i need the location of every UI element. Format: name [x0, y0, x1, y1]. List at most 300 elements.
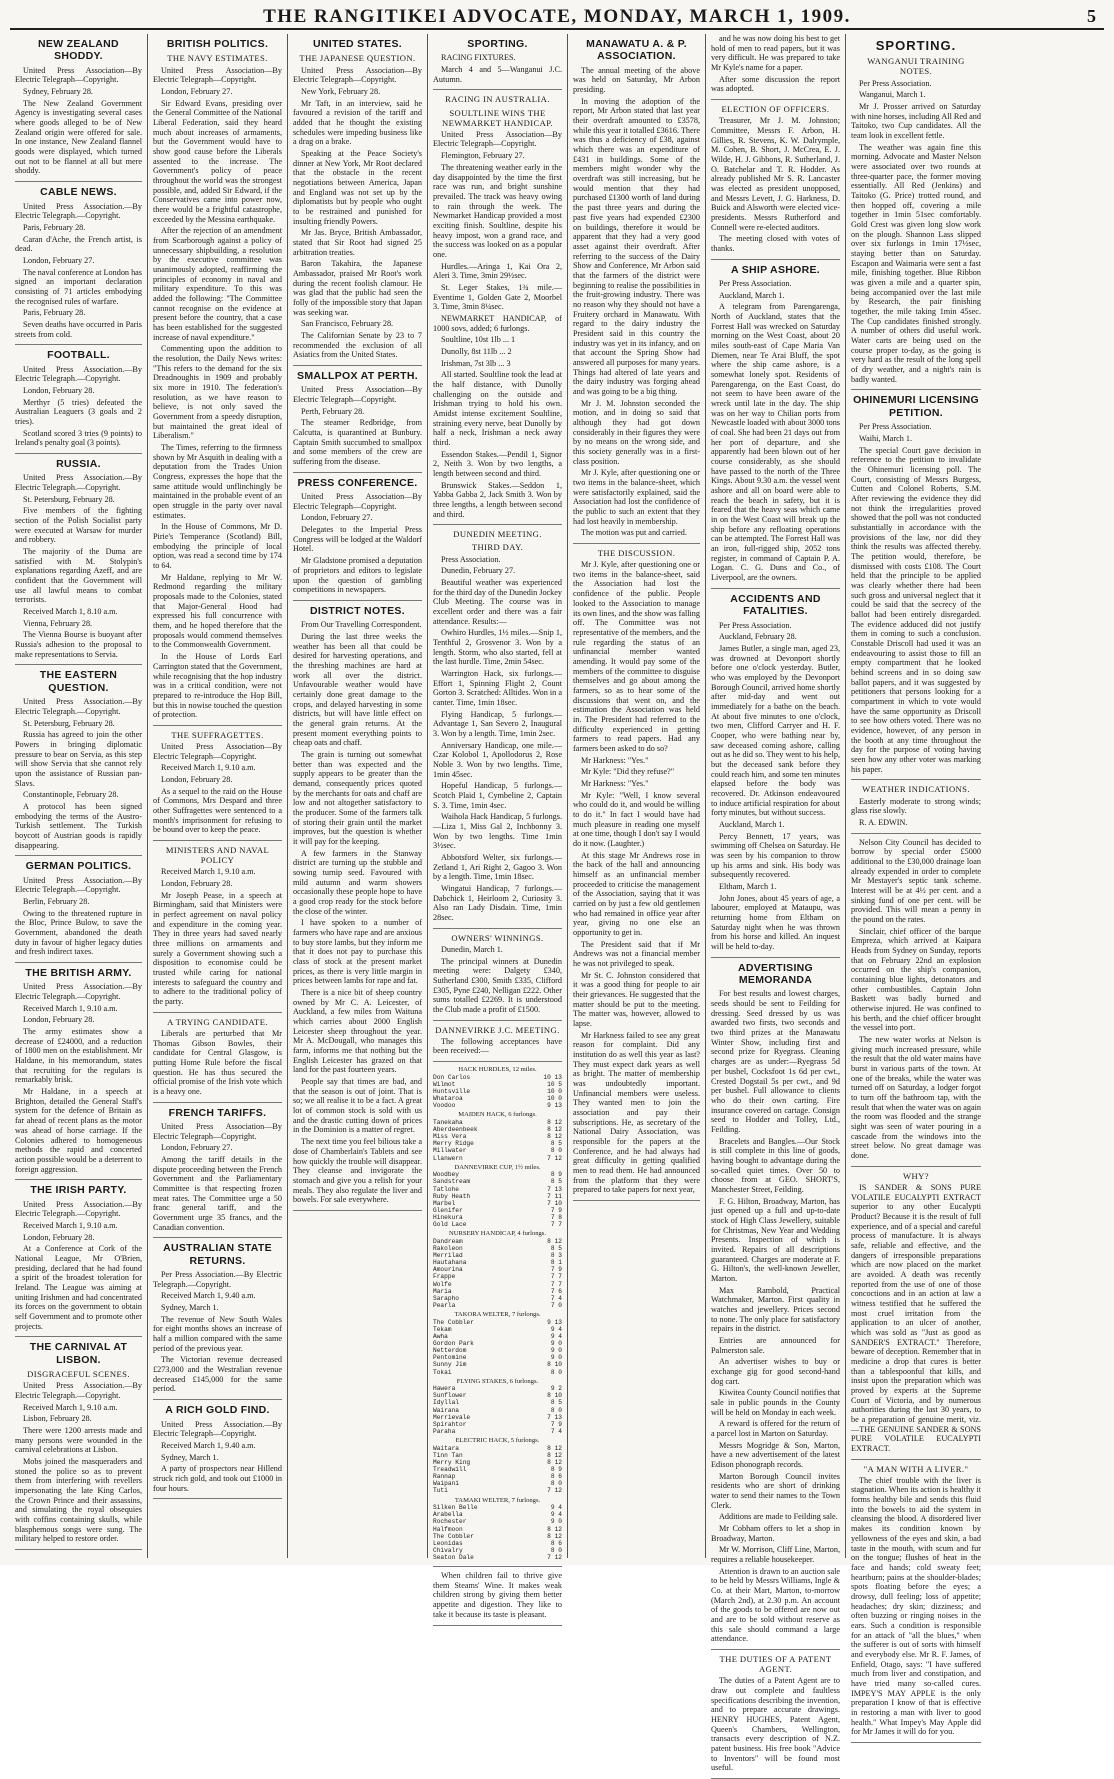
article-paragraph: RACING FIXTURES.: [441, 53, 516, 63]
article: [711, 1654, 840, 1779]
horse-weight: 9 4: [550, 1504, 562, 1512]
article-paragraph: United Press Association.—By Electric Telegraph.—Copyright.: [15, 875, 142, 895]
article-paragraph: Max Rambold, Practical Watchmaker, Marton. First quality in watches and jewellery. Prices second to none. The only place for satisfactory repairs in the district.: [711, 1285, 840, 1334]
article-paragraph: There were 1200 arrests made and many persons were wounded in the carnival celebrations at Lisbon.: [15, 1425, 142, 1455]
article-paragraph: Received March 1, 9.10 a.m.: [23, 1402, 118, 1412]
article-paragraph: United Press Association.—By Electric Telegraph.—Copyright.: [15, 1199, 142, 1219]
race-table-row: [433, 1452, 562, 1459]
column-6: [706, 34, 846, 1773]
article-paragraph: Liberals are perturbed that Mr Thomas Gibson Bowles, their candidate for Central Glasgow, is putting Home Rule before the fiscal question. He has thus secured the official promise of the Irish vote which is a heavy one.: [153, 1028, 282, 1096]
article-paragraph: The principal winners at Dunedin meeting were: Dalgety £340, Sutherland £300, Smith £335, Clifford £305, Pyne £240, Nelligan £222. Other sums totalled £2269. It is understood the Club made a profit of £1500.: [433, 956, 562, 1014]
race-table-row: [433, 1133, 562, 1140]
article-paragraph: United Press Association.—By Electric Telegraph—Copyright.: [153, 1419, 282, 1439]
race-table: [433, 1378, 562, 1435]
article-headline: ADVERTISING MEMORANDA: [737, 961, 814, 987]
article-paragraph: Received March 1, 8.10 a.m.: [23, 607, 118, 617]
horse-weight: 7 12: [547, 1487, 562, 1495]
article-paragraph: All started. Soultline took the lead at the half distance, with Dunolly challenging on the outside and Irishman trying to hold his own. Amidst intense excitement Soultline, straining every nerve, beat Dunolly by half a neck, Irishman a neck away third.: [433, 370, 562, 447]
article: [153, 1404, 282, 1499]
article-headline: FRENCH TARIFFS.: [168, 1106, 267, 1119]
race-table: [433, 1497, 562, 1562]
column-2: [148, 34, 288, 1558]
article-subheading: OWNERS' WINNINGS.: [451, 932, 544, 943]
race-table-row: [433, 1547, 562, 1554]
article-paragraph: Received March 1, 9.10 a.m.: [161, 763, 256, 773]
article-paragraph: A party of prospectors near Hillend struck rich gold, and took out £1000 in four hours.: [153, 1464, 282, 1493]
article-paragraph: I have spoken to a number of farmers who have rape and are anxious to buy store lambs, but they inform me that it does not pay to purchase this class of stock at the present market prices, as there is very little margin in prices between lambs for rape and fat.: [293, 918, 422, 986]
horse-weight: 8 1: [550, 1259, 562, 1267]
article: [153, 1017, 282, 1103]
race-table-row: [433, 1326, 562, 1333]
article-paragraph: During the last three weeks the weather has been all that could be desired for harvesting operations, and the threshing machines are hard at work all over the district. Unfavourable weather would have certainly done great damage to the crops, and delayed harvesting in some districts, but will have little effect on the general grain returns. At the present moment everything points to cheap oats and chaff.: [293, 631, 422, 748]
article: [711, 593, 840, 958]
race-table-row: [433, 1533, 562, 1540]
article-paragraph: Sinclair, chief officer of the barque Empreza, which arrived at Kaipara Heads from Sydney on Sunday, reports that on February 22nd an explosion occurred on the ship's companion, containing blue lights, detonators and other combustibles. Captain John Baskett was badly burned and otherwise injured. He was confined to his berth, and the chief officer brought the vessel into port.: [851, 926, 981, 1033]
article-subheading: WHY?: [903, 1170, 929, 1181]
race-table-row: [433, 1504, 562, 1511]
article-paragraph: Seven deaths have occurred in Paris streets from cold.: [15, 319, 142, 339]
race-table-caption: HACK HURDLES, 12 miles.: [458, 1066, 537, 1074]
article-paragraph: The motion was put and carried.: [581, 528, 687, 538]
column-4: [428, 34, 568, 1619]
article-paragraph: Perth, February 28.: [301, 406, 365, 416]
article-paragraph: Mr Taft, in an interview, said he favoured a revision of the tariff and added that he thought the existing schedules were impeding business like a drag on a brake.: [293, 98, 422, 147]
article-paragraph: Mr Haldane, replying to Mr W. Redmond regarding the military proposals made to the Colonies, stated that Major-General Hood had expressed his full concurrence with them, and he hoped therefore that the proposals would commend themselves to the Commonwealth Government.: [153, 572, 282, 650]
article-paragraph: Vienna, February 28.: [23, 618, 93, 628]
article-headline: UNITED STATES.: [313, 38, 402, 50]
article-paragraph: Received March 1, 9.10 a.m.: [161, 867, 256, 877]
article-paragraph: Brunswick Stakes.—Seddon 1, Yabba Gabba 2, Jack Smith 3. Won by three lengths, a length between second and third.: [433, 480, 562, 519]
horse-weight: 10 0: [547, 1087, 562, 1095]
horse-name: Aberdeenbeek: [433, 1126, 478, 1134]
article-paragraph: Mr Kyle: "Well, I know several who could do it, and would be willing to do it." In fact I would have had much pleasure in reading one myself at one time, though I don't say I would do it now. (Laughter.): [573, 790, 700, 848]
race-table-row: [433, 1459, 562, 1466]
article-paragraph: United Press Association.—By Electric Telegraph.—Copyright.: [15, 1381, 142, 1400]
horse-name: Woodbey: [433, 1171, 459, 1179]
article-paragraph: Among the tariff details in the dispute proceeding between the French Government and the Parliamentary Committee is that respecting frozen meat rates. The Committee urge a 50 franc general tariff, and the Government urge 35 francs, and the Canadian convention.: [153, 1154, 282, 1232]
article: [15, 967, 142, 1180]
article-paragraph: The threatening weather early in the day disappointed by the time the first race was run, and bright sunshine prevailed. The track was heavy owing to rain through the week. The Newmarket Handicap provided a most exciting finish. Soultline, despite his heavy impost, won a grand race, and the success was looked on as a popular one.: [433, 162, 562, 259]
article: [153, 1242, 282, 1400]
article-headline: THE CARNIVAL AT LISBON.: [29, 1341, 128, 1366]
horse-name: Llanwern: [433, 1154, 463, 1162]
page-number: 5: [1087, 6, 1096, 26]
article-paragraph: Press Association.: [441, 554, 501, 564]
horse-weight: 9 0: [550, 1347, 562, 1355]
horse-weight: 8 0: [550, 1147, 562, 1155]
column-1: [10, 34, 148, 1558]
horse-name: Pearla: [433, 1301, 456, 1309]
horse-name: Millwater: [433, 1147, 467, 1155]
horse-weight: 9 13: [547, 1102, 562, 1110]
horse-name: The Cobbler: [433, 1318, 474, 1326]
article-paragraph: New York, February 28.: [301, 86, 381, 96]
article: [15, 349, 142, 454]
race-table-row: [433, 1221, 562, 1228]
article-paragraph: Essendon Stakes.—Pendil 1, Signor 2, Neith 3. Won by two lengths, a length between second and third.: [433, 449, 562, 478]
article-paragraph: Bracelets and Bangles.—Our Stock is still complete in this line of goods, having bought to advantage during the so-called quiet times. Over 50 to choose from at GEO. SHORT'S, Manchester Street, Feilding.: [711, 1136, 840, 1194]
horse-name: Tokai: [433, 1368, 452, 1376]
race-table-row: [433, 1518, 562, 1525]
article-paragraph: Speaking at the Peace Society's dinner at New York, Mr Root declared that the obstacle in the recent negotiations between America, Japan and England was not set up by the diplomatists but by people who ought to be restrained and punished for insulting friendly Powers.: [293, 148, 422, 226]
article-paragraph: Wanganui, March 1.: [859, 90, 926, 100]
horse-weight: 8 5: [550, 1178, 562, 1186]
article-paragraph: Messrs Mogridge & Son, Marton, have a new advertisement of the latest Edison phonograph records.: [711, 1440, 840, 1470]
article-paragraph: Flying Handicap, 5 furlongs.—Advantage 1, San Severo 2, Inaugural 3. Won by a length. Time, 1min 2sec.: [433, 709, 562, 739]
horse-weight: 7 13: [547, 1185, 562, 1193]
article-paragraph: Berlin, February 28.: [23, 897, 90, 907]
race-table-row: [433, 1155, 562, 1162]
article: [153, 1107, 282, 1239]
race-table-row: [433, 1347, 562, 1354]
article-paragraph: Delegates to the Imperial Press Congress will be lodged at the Waldorf Hotel.: [293, 525, 422, 554]
article: [293, 477, 422, 601]
article-paragraph: Sydney, March 1.: [161, 1452, 219, 1462]
column-7: [846, 34, 986, 1737]
article-paragraph: London, February 27.: [301, 513, 373, 523]
horse-weight: 8 12: [547, 1133, 562, 1141]
horse-weight: 8 0: [550, 1368, 562, 1376]
horse-weight: 8 5: [550, 1399, 562, 1407]
horse-weight: 8 12: [547, 1451, 562, 1459]
article-headline: NEW ZEALAND SHODDY.: [38, 38, 119, 63]
horse-name: Merrilad: [433, 1252, 463, 1260]
article-paragraph: The President said that if Mr Andrews was not a financial member he was not privileged to speak.: [573, 939, 700, 969]
article-paragraph: IS SANDER & SONS PURE VOLATILE EUCALYPTI EXTRACT superior to any other Eucalypti Product? Because it is the result of full experience, and of a special and careful process of manufacture. It is always safe, reliable and effective, and the dangers of irresponsible preparations which are now placed on the market are avoided. A death was recently reported from the use of one of those concoctions and in an action at law a witness testified that he suffered the most cruel irritation from the application to an ulcer of another, which was sold as "Just as good as SANDER'S EXTRACT." Therefore, beware of deception. Remember that in medicine a drop that cures is better than a tablespoonful that kills, and insist upon the preparation which was proved by experts at the Supreme Court of Victoria, and by numerous authorities during the last 30 years, to be a preparation of genuine merit, viz.—THE GENUINE SANDER & SONS PURE VOLATILE EUCALYPTI EXTRACT.: [851, 1182, 981, 1453]
horse-weight: 8 12: [547, 1444, 562, 1452]
race-table-row: [433, 1088, 562, 1095]
article-paragraph: In the House of Lords Earl Carrington stated that the Government, while recognising that the hop industry was in a critical condition, were not prepared to re-introduce the Hop Bill, but this in nowise touched the question of protection.: [153, 652, 282, 720]
race-table: [433, 1066, 562, 1109]
horse-name: Tuti: [433, 1487, 448, 1495]
article-paragraph: James Butler, a single man, aged 23, was drowned at Devonport shortly before one o'clock yesterday. Butler, who was employed by the Devonport Borough Council, arrived home shortly after mid-day and went out immediately for a bathe on the beach. At about five minutes to one o'clock, two men, Clifford Carryer and H. F. Cooper, who were bathing near by, saw deceased coming ashore, calling out as he did so. They went to his help, but the deceased sank before they could reach him, and some ten minutes elapsed before the body was recovered. Dr. Atkinson endeavoured to induce artificial respiration for about forty minutes, but without success.: [711, 643, 840, 818]
race-table-row: [433, 1288, 562, 1295]
race-table: [433, 1311, 562, 1376]
horse-weight: 9 2: [550, 1385, 562, 1393]
article-paragraph: Mr W. Morrison, Cliff Line, Marton, requires a reliable housekeeper.: [711, 1545, 840, 1565]
article-paragraph: United Press Association.—By Electric Telegraph.—Copyright.: [15, 364, 142, 384]
horse-weight: 7 0: [550, 1301, 562, 1309]
race-table-row: [433, 1281, 562, 1288]
article-paragraph: Mr J. Prosser arrived on Saturday with nine horses, including All Red and Taitoko, two Cup candidates. All the team look in excellent fettle.: [851, 101, 981, 140]
article-headline: THE IRISH PARTY.: [30, 1184, 127, 1197]
horse-weight: 7 13: [547, 1413, 562, 1421]
horse-name: Tanekaha: [433, 1118, 463, 1126]
article-paragraph: Waihi, March 1.: [859, 433, 912, 443]
horse-weight: 7 4: [550, 1294, 562, 1302]
article-paragraph: United Press Association—By Electric Telegraph—Copyright.: [15, 65, 142, 85]
article-headline: A RICH GOLD FIND.: [165, 1404, 270, 1417]
article-subheading: DISGRACEFUL SCENES.: [27, 1369, 130, 1380]
article-paragraph: Sir Edward Evans, presiding over the General Committee of the National Liberal Federation, said they heard much about increases of armaments, but the Government would have to show good cause before the Liberals assented to the increase. The Government's policy of peace throughout the world was the strongest possible, and, added Sir Edward, if the Conservatives came into power now, there would be a frightful catastrophe, exceeded by the Messina earthquake.: [153, 98, 282, 224]
article-paragraph: In moving the adoption of the report, Mr Arbon stated that last year their overdraft amounted to £3578, while this year it totalled £3616. There was thus a deficiency of £38, against which there was an expenditure of £431 in buildings. Some of the members might wonder why the overdraft was still increasing, but he would mention that they had purchased £1300 worth of land during the past three years and during the past five years had expended £2300 on buildings, therefore it would be apparent that they had a very good asset against their overdraft. After referring to the success of the Dairy Show and Conference, Mr Arbon said that the farmers of the district were beginning to realise the possibilities in the fruit-growing industry. There was no reason why they should not have a Fruitery orchard in Manawatu. With regard to the dairy industry the President said in this country the industry was yet in its infancy, and on that account the Spring Show had answered all purposes for many years. Things had altered of late years and the dairy industry was forging ahead and was going to be a big thing.: [573, 96, 700, 396]
race-table-row: [433, 1554, 562, 1561]
article-headline: FOOTBALL.: [47, 349, 110, 362]
race-table-row: [433, 1487, 562, 1494]
article-paragraph: When children fail to thrive give them Steams' Wine. It makes weak children strong by giving them better appetite and digestion. They like to take it because its taste is pleasant.: [433, 1571, 562, 1619]
article-paragraph: The weather was again fine this morning. Advocate and Master Nelson were associated over two rounds at three-quarter pace, the former moving essentially. All Red (Jenkins) and Taitoko (G. Price) trotted round, and then hopped off, covering a mile together in 1min 51sec comfortably. Gold Crest was given long slow work on the plough. Shannon Lass slipped over six furlongs in 1min 17½sec, staying better than on Saturday. Escapon and Waimaria were sent a fast mile, finishing together. Blue Ribbon was given a mile and a quarter spin, being accompanied over the last mile by Research, the pair finishing together, the mile taking 1min 45sec. The Cup candidates finished strongly. A number of others did useful work. Water carts are being used on the course proper to-day, as the going is very hard as the result of the long spell of dry weather, and a night's rain is badly wanted.: [851, 142, 981, 384]
article-paragraph: Nelson City Council has decided to borrow by special order £5000 additional to the £30,000 drainage loan already expended in order to complete Mr Mestayer's septic tank scheme. Interest will be at 4½ per cent. and a sinking fund of one per cent. will be provided. This will mean a penny in the pound on the rates.: [851, 837, 981, 924]
article-paragraph: Paris, February 28.: [23, 308, 86, 318]
article-paragraph: Per Press Association.: [859, 422, 932, 432]
article-paragraph: United Press Association—By Electric Telegraph—Copyright.: [153, 742, 282, 761]
article-subheading: THE DUTIES OF A PATENT AGENT.: [719, 1654, 832, 1675]
article-headline: DISTRICT NOTES.: [310, 604, 405, 617]
horse-weight: 8 12: [547, 1126, 562, 1134]
article: [153, 845, 282, 1013]
article-subheading: THE JAPANESE QUESTION.: [299, 53, 416, 64]
horse-name: Treadwill: [433, 1466, 467, 1474]
article-paragraph: The chief trouble with the liver is stagnation. When its action is healthy it forms healthy bile and sends this fluid into the bowels to aid the system in cleansing the blood. A disordered liver makes its condition known by yellowness of the eyes and skin, a bad taste in the mouth, with scum and fur on the tongue; flushes of heat in the face and hands; cold sweaty feet; heartburn; pains at the shoulder-blades; spots floating before the eyes; a drowsy, dull feeling; loss of appetite; headaches; dry skin; dizziness; and often buzzing or ringing noises in the ears. Such a condition is responsible for an attack of "all the blues," when the sufferer is out of sorts with himself and everybody else. Mr R. F. James, of Enfield, Otago, says: "I have suffered much from liver and constipation, and have tried many so-called cures. IMPEY'S MAY APPLE is the only preparation I know of that is effective in restoring a man with liver to good health." What Impey's May Apple did for Mr James it will do for you.: [851, 1475, 981, 1737]
article: [293, 605, 422, 1211]
horse-name: Sunflower: [433, 1392, 467, 1400]
article-headline: SPORTING.: [467, 38, 528, 50]
article-paragraph: London, February 27.: [161, 1143, 233, 1153]
article-paragraph: United Press Association—By Electric Telegraph—Copyright.: [153, 1121, 282, 1141]
article-paragraph: Dunedin, March 1.: [441, 944, 503, 954]
article: [851, 394, 981, 780]
article-paragraph: People say that times are bad, and that the season is out of joint. That is so; we all realise it to be a fact. A great lot of common stock is sold with us and the drastic cutting down of prices in the Dominion is a matter of regret.: [293, 1077, 422, 1135]
article-paragraph: Per Press Association.: [719, 278, 792, 288]
article-paragraph: United Press Association—By Electric Telegraph—Copyright.: [293, 385, 422, 405]
article-paragraph: Abbotsford Welter, six furlongs.—Zetland 1, Ari Right 2, Gagoo 3. Won by a length. Time, 1min 18sec.: [433, 853, 562, 882]
article-paragraph: John Jones, about 45 years of age, a labourer, employed at Mataupu, was returning home from Eltham on Saturday night when he was thrown from his horse and killed. An inquest will be held to-day.: [711, 893, 840, 952]
article-paragraph: United Press Association—By Electric Telegraph—Copyright.: [293, 492, 422, 511]
article-paragraph: London, February 28.: [23, 1232, 95, 1242]
article-paragraph: Per Press Association.: [859, 78, 932, 88]
article-paragraph: From Our Travelling Correspondent.: [301, 620, 422, 630]
horse-weight: 7 7: [550, 1273, 562, 1281]
article-paragraph: In the House of Commons, Mr D. Pirie's Temperance (Scotland) Bill, embodying the principle of local option, was read a second time by 174 to 64.: [153, 522, 282, 571]
horse-name: Sandstream: [433, 1178, 471, 1186]
article-paragraph: St. Petersburg, February 28.: [23, 494, 115, 504]
article-paragraph: Mr Harkness: "Yes.": [581, 778, 649, 788]
horse-weight: 10 0: [547, 1095, 562, 1103]
race-table: [433, 1164, 562, 1229]
article-paragraph: Mobs joined the masqueraders and stoned the police so as to prevent them from interfering with revellers impersonating the late King Carlos, the Crown Prince and their assassins, and simulating the royal obsequies with coffins containing skulls, while blasphemous songs were sung. The military helped to restore order.: [15, 1456, 142, 1544]
horse-name: Hautahana: [433, 1259, 467, 1267]
article: [15, 1184, 142, 1337]
horse-name: Ruby Heath: [433, 1192, 471, 1200]
article-paragraph: The duties of a Patent Agent are to draw out complete and faultless specifications describing the invention, and to prepare accurate drawings. HENRY HUGHES, Patent Agent, Queen's Chambers, Wellington, transacts every description of N.Z. patent business. His free book "Advice to Inventors" will be found most useful.: [711, 1676, 840, 1773]
horse-name: The Cobbler: [433, 1532, 474, 1540]
horse-name: Don Carlos: [433, 1073, 471, 1081]
article-paragraph: Entries are announced for Palmerston sale.: [711, 1335, 840, 1355]
horse-name: Tatlohe: [433, 1185, 459, 1193]
article-subheading: DUNEDIN MEETING.: [453, 529, 542, 540]
horse-weight: 8 12: [547, 1237, 562, 1245]
horse-weight: 7 12: [547, 1154, 562, 1162]
article-paragraph: Mr J. M. Johnston seconded the motion, and in doing so said that although they had got down considerably in their figures they were by no means on the wrong side, and this society generally was in a first-class position.: [573, 398, 700, 466]
horse-weight: 8 6: [550, 1473, 562, 1481]
horse-name: Sunny Jim: [433, 1361, 467, 1369]
article-headline: ACCIDENTS AND FATALITIES.: [730, 592, 821, 618]
race-table: [433, 1111, 562, 1161]
article-subheading: DANNEVIRKE J.C. MEETING.: [435, 1024, 560, 1035]
article-paragraph: The army estimates show a decrease of £24000, and a reduction of 1800 men on the establishment. Mr Haldane, in his memorandum, states that recruiting for the regulars is remarkably brisk.: [15, 1027, 142, 1085]
horse-weight: 7 12: [547, 1554, 562, 1562]
article: [15, 669, 142, 856]
race-table-row: [433, 1414, 562, 1421]
article-subheading: WEATHER INDICATIONS.: [862, 784, 970, 795]
horse-name: Hinekura: [433, 1214, 463, 1221]
article-paragraph: After some discussion the report was adopted.: [711, 74, 840, 94]
article-paragraph: Sydney, March 1.: [161, 1303, 219, 1313]
race-table-row: [433, 1081, 562, 1088]
article: [15, 1341, 142, 1550]
article: [711, 962, 840, 1650]
article: [851, 1464, 981, 1743]
article-paragraph: Dunolly, 8st 11lb ... 2: [441, 346, 512, 356]
race-table-row: [433, 1480, 562, 1487]
article-paragraph: Wingatui Handicap, 7 furlongs.—Dabchick 1, Heirloom 2, Curiosity 3. Also ran Lady Disdain. Time, 1min 28sec.: [433, 884, 562, 923]
article: [433, 529, 562, 928]
horse-name: Merrievale: [433, 1413, 471, 1421]
horse-name: Huntsville: [433, 1087, 471, 1095]
article: [15, 38, 142, 182]
race-table-row: [433, 1399, 562, 1406]
article-subheading: RACING IN AUSTRALIA.: [445, 94, 550, 105]
article-paragraph: Waihola Hack Handicap, 5 furlongs.—Liza 1, Miss Gal 2, Inchbonny 3. Won by two lengths. Time 1min 3½sec.: [433, 812, 562, 851]
article-paragraph: Treasurer, Mr J. M. Johnston; Committee, Messrs F. Arbon, H. Gillies, R. Stevens, K. W. Dalrymple, M. Cohen, B. Short, J. McCrea, E. J. Wilde, H. J. Gibbons, R. Sutherland, J. O. Batchelar and T. R. Hodder. As already published Mr S. R. Lancaster was elected as president unopposed, and Messrs Levett, J. G. Harkness, D. Buick and Alsworth were elected vice-presidents. Messrs Rutherford and Connell were re-elected auditors.: [711, 116, 840, 232]
race-table-row: [433, 1252, 562, 1259]
horse-name: Miss Vera: [433, 1133, 467, 1141]
article: [573, 38, 700, 544]
article-subheading: THE DISCUSSION.: [597, 548, 676, 558]
race-table-row: [433, 1511, 562, 1518]
horse-name: Wilmot: [433, 1080, 456, 1088]
race-table-row: [433, 1126, 562, 1133]
horse-name: Awha: [433, 1332, 448, 1340]
article-subheading: MINISTERS AND NAVAL POLICY: [165, 845, 270, 866]
horse-name: Merry King: [433, 1458, 471, 1466]
horse-name: Rannap: [433, 1473, 456, 1481]
article-paragraph: Dunedin, February 27.: [441, 566, 516, 576]
horse-name: Glenifer: [433, 1206, 463, 1214]
horse-name: Leonidas: [433, 1539, 463, 1547]
article-paragraph: Baron Takahira, the Japanese Ambassador, praised Mr Root's work during the recent foolish clamour. He was glad that the public had seen the folly of the impossible story that Japan was seeking war.: [293, 259, 422, 317]
article-headline: A SHIP ASHORE.: [731, 263, 820, 276]
article-paragraph: The naval conference at London has signed an important declaration consisting of 71 articles embodying the recognised rules of warfare.: [15, 267, 142, 306]
article-headline: SMALLPOX AT PERTH.: [297, 370, 418, 382]
article-paragraph: Received March 1, 9.10 a.m.: [23, 1003, 118, 1013]
article-paragraph: The annual meeting of the above was held on Saturday, Mr Arbon presiding.: [573, 65, 700, 95]
article-headline: THE EASTERN QUESTION.: [39, 669, 118, 694]
article: [851, 784, 981, 833]
race-table-caption: FLYING STAKES, 6 furlongs.: [456, 1377, 539, 1385]
horse-weight: 8 3: [550, 1252, 562, 1260]
race-table-row: [433, 1421, 562, 1428]
race-table-row: [433, 1361, 562, 1368]
horse-name: Wolfe: [433, 1280, 452, 1288]
horse-weight: 8 0: [550, 1546, 562, 1554]
article-paragraph: Eltham, March 1.: [719, 882, 777, 891]
horse-name: Hawera: [433, 1385, 456, 1393]
horse-weight: 8 5: [550, 1244, 562, 1252]
horse-weight: 9 0: [550, 1518, 562, 1526]
article-paragraph: Constantinople, February 28.: [23, 790, 119, 800]
article-paragraph: Attention is drawn to an auction sale to be held by Messrs Williams, Ingle & Co. at their Mart, Marton, to-morrow (March 2nd), at 2.30 p.m. An account of the goods to be offered are now out and are to be sold without reserve as this sale should command a large attendance.: [711, 1566, 840, 1644]
race-table-row: [433, 1238, 562, 1245]
article-paragraph: London, February 28.: [161, 879, 233, 888]
article-paragraph: Percy Bennett, 17 years, was swimming off Chelsea on Saturday. He was seen by his companion to throw up his arms and sink. His body was subsequently recovered.: [711, 831, 840, 880]
article-headline: GERMAN POLITICS.: [25, 860, 132, 873]
article-paragraph: A telegram from Parengarenga, North of Auckland, states that the Forrest Hall was wrecked on Saturday morning on the West Coast, about 20 miles south-east of Cape Maria Van Diemen, near Te Arai Bluff, the spot where the ship came ashore, is a somewhat lonely spot. Residents of Parengarenga, on the East Coast, do not seem to have been aware of the wreck until late in the day. The ship was on her way to Chilian ports from Newcastle loaded with about 3000 tons of coal. She had been 21 days out from her port of departure, and she apparently had been blown out of her course considerably, as she should have passed to the north of the Three Kings. About 9.30 a.m. the vessel went ashore and all on board were able to reach the beach in safety, but it is feared that the heavy seas which came in on the West Coast will break up the ship before any refloating operations can be attempted. The Forrest Hall was an iron, full-rigged ship, 2052 tons register, in command of Captain P. A. Logan. C. G. Duns and Co., of Liverpool, are the owners.: [711, 302, 840, 583]
article-paragraph: The majority of the Duma are satisfied with M. Stolypin's explanations regarding Azeff, and are confident that the Government will use all lawful means to combat terrorists.: [15, 547, 142, 605]
article-paragraph: A protocol has been signed embodying the terms of the Austro-Turkish settlement. The Turkish boycott of Austrian goods is rapidly disappearing.: [15, 801, 142, 850]
article-paragraph: United Press Association.—By Electric Telegraph.—Copyright.: [15, 697, 142, 716]
article-paragraph: Caran d'Ache, the French artist, is dead.: [15, 234, 142, 254]
article-paragraph: Mr Harkness: "Yes.": [581, 755, 649, 765]
horse-weight: 10 13: [543, 1073, 562, 1081]
horse-name: Paraha: [433, 1427, 456, 1435]
horse-name: Amourina: [433, 1266, 463, 1274]
article-paragraph: Hopeful Handicap, 5 furlongs.—Scotch Plaid 1, Cymbeline 2, Captain S. 3. Time, 1min 4sec.: [433, 781, 562, 810]
article-paragraph: Lisbon, February 28.: [23, 1414, 92, 1424]
horse-name: Wairana: [433, 1406, 459, 1414]
article-paragraph: Mr J. Kyle, after questioning one or two items in the balance-sheet, which were satisfactorily explained, said the Association had lost the confidence of the public to such an extent that they had lost heavily in membership.: [573, 468, 700, 526]
article-paragraph: For best results and lowest charges, seeds should be sent to Feilding for dressing. Seed dressed by us was awarded two firsts, two seconds and two third prizes at the Manawatu Winter Show, including first and second prize for Ryegrass. Cleaning charges are as under:—Ryegrass 5d per bushel, Cocksfoot 1s 6d per cwt., Crested Dogstail 5s per cwt., and 9d per bushel. Full allowance to clients who do their own carting. Fire insurance covered on cartage. Consign seed to Hodder and Tolley, Ltd., Feilding.: [711, 989, 840, 1134]
horse-name: Rakoleon: [433, 1244, 463, 1252]
article: [711, 264, 840, 589]
horse-name: Halfmoon: [433, 1525, 463, 1533]
horse-name: Frappe: [433, 1273, 456, 1281]
article: [711, 34, 840, 100]
article-paragraph: The grain is turning out somewhat better than was expected and the supply appears to be greater than the demand, consequently prices quoted by the merchants for oats and chaff are low and not altogether satisfactory to the producer. Some of the farmers talk of storing their grain until the market improves, but the question is whether it will pay for the keeping.: [293, 749, 422, 846]
race-table-row: [433, 1295, 562, 1302]
article-paragraph: The New Zealand Government Agency is investigating several cases where goods alleged to be of New Zealand origin were offered for sale. In one instance, New Zealand flannel goods were displayed, which turned out not to be flannel at all but mere shoddy.: [15, 98, 142, 176]
horse-weight: 10 5: [547, 1080, 562, 1088]
race-table-row: [433, 1214, 562, 1221]
article-subheading: THE NAVY ESTIMATES.: [167, 53, 268, 64]
race-table-row: [433, 1369, 562, 1376]
article-paragraph: London, February 28.: [23, 385, 95, 395]
article-paragraph: The Californian Senate by 23 to 7 recommended the exclusion of all Asiatics from the United States.: [293, 330, 422, 360]
article-paragraph: Additions are made to Feilding sale.: [719, 1512, 838, 1522]
horse-weight: 7 9: [550, 1266, 562, 1274]
horse-weight: 8 6: [550, 1539, 562, 1547]
article: [293, 38, 422, 366]
horse-name: Silken Belle: [433, 1504, 478, 1512]
article-paragraph: An advertiser wishes to buy or exchange gig for good second-hand dog cart.: [711, 1357, 840, 1386]
horse-weight: 7 7: [550, 1280, 562, 1288]
article-paragraph: Beautiful weather was experienced for the third day of the Dunedin Jockey Club Meeting. The course was in excellent order and there was a fair attendance. Results:—: [433, 577, 562, 626]
race-table: [433, 1437, 562, 1494]
horse-weight: 8 12: [547, 1525, 562, 1533]
race-table-row: [433, 1119, 562, 1126]
race-table-row: [433, 1171, 562, 1178]
race-table-row: [433, 1259, 562, 1266]
article-subheading: THE SUFFRAGETTES.: [171, 729, 264, 740]
article-paragraph: The following acceptances have been received:—: [433, 1036, 562, 1056]
article-paragraph: The next time you feel bilious take a dose of Chamberlain's Tablets and see how quickly the trouble will disappear. They cleanse and invigorate the stomach and give you a relish for your meals. They also regulate the liver and bowels. For sale everywhere.: [293, 1137, 422, 1205]
article-paragraph: The Vienna Bourse is buoyant after Russia's adhesion to the proposal to make representations to Servia.: [15, 630, 142, 659]
horse-name: Idyllal: [433, 1399, 459, 1407]
article-paragraph: Flemington, February 27.: [441, 151, 525, 161]
horse-name: Spirahtor: [433, 1420, 467, 1428]
article-paragraph: Auckland, February 28.: [719, 632, 797, 642]
article-paragraph: and he was now doing his best to get hold of men to read papers, but it was very difficult. He was prepared to take Mr Kyle's name for a paper.: [711, 34, 840, 73]
horse-name: Tinn Tan: [433, 1451, 463, 1459]
article-headline: RUSSIA.: [56, 458, 101, 470]
article-headline: PRESS CONFERENCE.: [297, 476, 418, 489]
article-paragraph: The meeting closed with votes of thanks.: [711, 234, 840, 253]
race-table-row: [433, 1340, 562, 1347]
horse-weight: 8 12: [547, 1458, 562, 1466]
horse-name: Sarapho: [433, 1294, 459, 1302]
horse-weight: 8 12: [547, 1118, 562, 1126]
race-table-caption: TAKORA WELTER, 7 furlongs.: [454, 1311, 541, 1319]
